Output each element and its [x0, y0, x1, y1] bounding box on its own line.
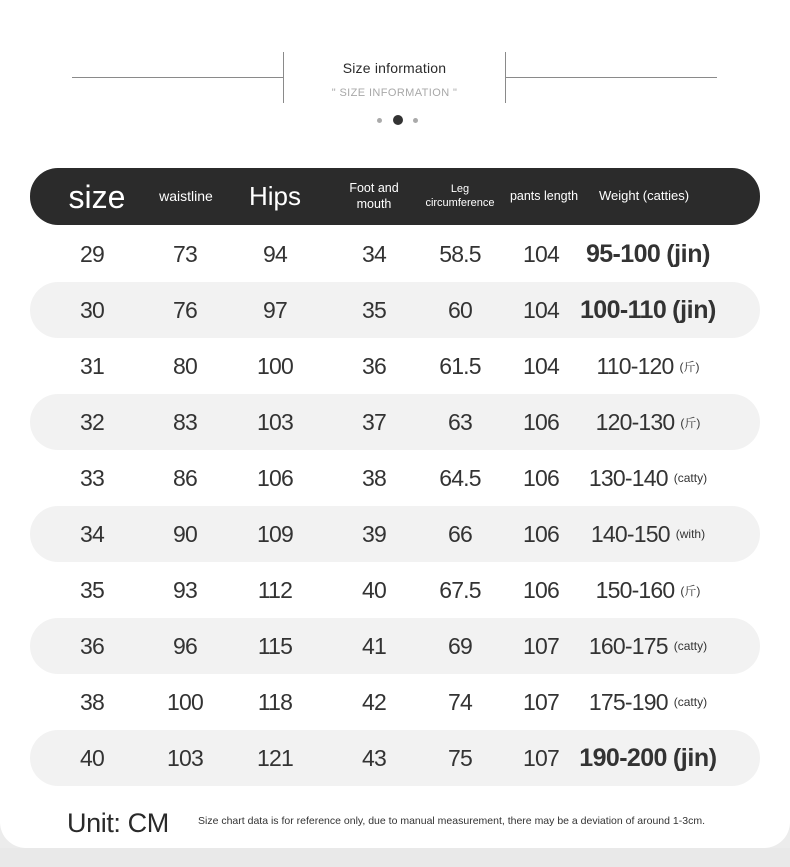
- cell-weight: [578, 506, 718, 562]
- cell-pants: 107: [523, 744, 559, 771]
- cell-size: 29: [80, 240, 104, 267]
- cell-hips: 109: [257, 520, 293, 547]
- table-row: [30, 506, 760, 562]
- cell-leg: 64.5: [439, 464, 481, 491]
- carousel-dots: [370, 114, 422, 126]
- column-header-foot-mouth: Foot and mouth: [349, 180, 399, 211]
- cell-size: 34: [80, 520, 104, 547]
- cell-weight: [578, 338, 718, 394]
- cell-pants: 104: [523, 296, 559, 323]
- cell-weight: [578, 562, 718, 618]
- cell-weight: [578, 618, 718, 674]
- page-subtitle: " SIZE INFORMATION ": [331, 87, 458, 99]
- column-header-pants-length: pants length: [509, 188, 579, 203]
- cell-foot: 37: [362, 408, 386, 435]
- cell-leg: 63: [448, 408, 472, 435]
- cell-size: 33: [80, 464, 104, 491]
- cell-waist: 93: [173, 576, 197, 603]
- header-divider-left: [72, 77, 284, 78]
- weight-unit: (jin): [672, 295, 716, 324]
- cell-pants: 107: [523, 688, 559, 715]
- cell-waist: 86: [173, 464, 197, 491]
- cell-foot: 38: [362, 464, 386, 491]
- weight-range: 175-190: [588, 688, 668, 715]
- cell-foot: 35: [362, 296, 386, 323]
- column-header-waistline: waistline: [159, 187, 213, 204]
- weight-unit: (斤): [680, 415, 701, 430]
- cell-pants: 107: [523, 632, 559, 659]
- table-row: [30, 226, 760, 282]
- cell-pants: 106: [523, 576, 559, 603]
- table-row: [30, 562, 760, 618]
- cell-weight: [578, 450, 718, 506]
- weight-range: 110-120: [596, 352, 674, 379]
- cell-waist: 80: [173, 352, 197, 379]
- column-header-hips: Hips: [248, 181, 301, 212]
- cell-weight: [578, 394, 718, 450]
- cell-waist: 73: [173, 240, 197, 267]
- cell-hips: 106: [257, 464, 293, 491]
- disclaimer-note: Size chart data is for reference only, due to manual measurement, there may be a deviation of around 1-3cm.: [198, 815, 705, 827]
- weight-range: 100-110: [580, 295, 667, 324]
- cell-pants: 104: [523, 352, 559, 379]
- column-header-leg-circumference: Leg circumference: [425, 182, 495, 209]
- cell-foot: 42: [362, 688, 386, 715]
- weight-range: 150-160: [595, 576, 675, 603]
- table-row: [30, 618, 760, 674]
- cell-waist: 100: [167, 688, 203, 715]
- weight-range: 190-200: [579, 743, 667, 772]
- cell-size: 38: [80, 688, 104, 715]
- cell-hips: 100: [257, 352, 293, 379]
- cell-leg: 74: [448, 688, 472, 715]
- cell-weight: [578, 730, 718, 786]
- cell-size: 32: [80, 408, 104, 435]
- table-row: [30, 394, 760, 450]
- page-title: Size information: [342, 60, 447, 76]
- table-row: [30, 674, 760, 730]
- table-row: [30, 282, 760, 338]
- cell-size: 40: [80, 744, 104, 771]
- cell-pants: 106: [523, 408, 559, 435]
- cell-weight: [578, 226, 718, 282]
- cell-waist: 76: [173, 296, 197, 323]
- cell-size: 35: [80, 576, 104, 603]
- cell-leg: 61.5: [439, 352, 481, 379]
- cell-foot: 34: [362, 240, 386, 267]
- cell-leg: 58.5: [439, 240, 481, 267]
- cell-waist: 103: [167, 744, 203, 771]
- cell-foot: 36: [362, 352, 386, 379]
- cell-size: 30: [80, 296, 104, 323]
- unit-label: Unit: CM: [67, 808, 169, 838]
- dot-indicator: [413, 118, 418, 123]
- weight-unit: (catty): [673, 695, 708, 709]
- cell-pants: 106: [523, 464, 559, 491]
- weight-unit: (catty): [673, 639, 708, 653]
- cell-leg: 66: [448, 520, 472, 547]
- cell-waist: 90: [173, 520, 197, 547]
- weight-range: 95-100: [585, 239, 661, 268]
- weight-unit: (catty): [673, 471, 708, 485]
- dot-indicator-active: [393, 115, 403, 125]
- cell-pants: 106: [523, 520, 559, 547]
- cell-leg: 69: [448, 632, 472, 659]
- cell-hips: 94: [263, 240, 287, 267]
- cell-leg: 60: [448, 296, 472, 323]
- cell-foot: 39: [362, 520, 386, 547]
- header-divider-right: [505, 77, 717, 78]
- weight-unit: (jin): [666, 239, 711, 268]
- cell-hips: 118: [257, 688, 293, 715]
- cell-foot: 40: [362, 576, 386, 603]
- cell-size: 36: [80, 632, 104, 659]
- cell-hips: 103: [257, 408, 293, 435]
- cell-hips: 115: [257, 632, 293, 659]
- dot-indicator: [377, 118, 382, 123]
- weight-range: 140-150: [590, 520, 670, 547]
- cell-leg: 75: [448, 744, 472, 771]
- header-bracket-right: [505, 52, 506, 103]
- weight-unit: (斤): [680, 583, 701, 598]
- weight-unit: (斤): [679, 359, 700, 374]
- weight-unit: (jin): [672, 743, 717, 772]
- weight-unit: (with): [675, 527, 706, 541]
- weight-range: 160-175: [588, 632, 668, 659]
- cell-weight: [578, 282, 718, 338]
- column-header-size: size: [68, 178, 126, 215]
- cell-waist: 83: [173, 408, 197, 435]
- cell-hips: 121: [257, 744, 293, 771]
- weight-range: 130-140: [588, 464, 668, 491]
- table-row: [30, 730, 760, 786]
- bottom-strip: [0, 848, 790, 867]
- cell-waist: 96: [173, 632, 197, 659]
- cell-foot: 43: [362, 744, 386, 771]
- cell-pants: 104: [523, 240, 559, 267]
- cell-hips: 97: [263, 296, 287, 323]
- cell-leg: 67.5: [439, 576, 481, 603]
- table-header: [30, 168, 760, 225]
- cell-size: 31: [80, 352, 104, 379]
- column-header-weight: Weight (catties): [598, 188, 690, 204]
- cell-foot: 41: [362, 632, 386, 659]
- weight-range: 120-130: [595, 408, 675, 435]
- table-row: [30, 338, 760, 394]
- table-row: [30, 450, 760, 506]
- cell-weight: [578, 674, 718, 730]
- cell-hips: 112: [257, 576, 293, 603]
